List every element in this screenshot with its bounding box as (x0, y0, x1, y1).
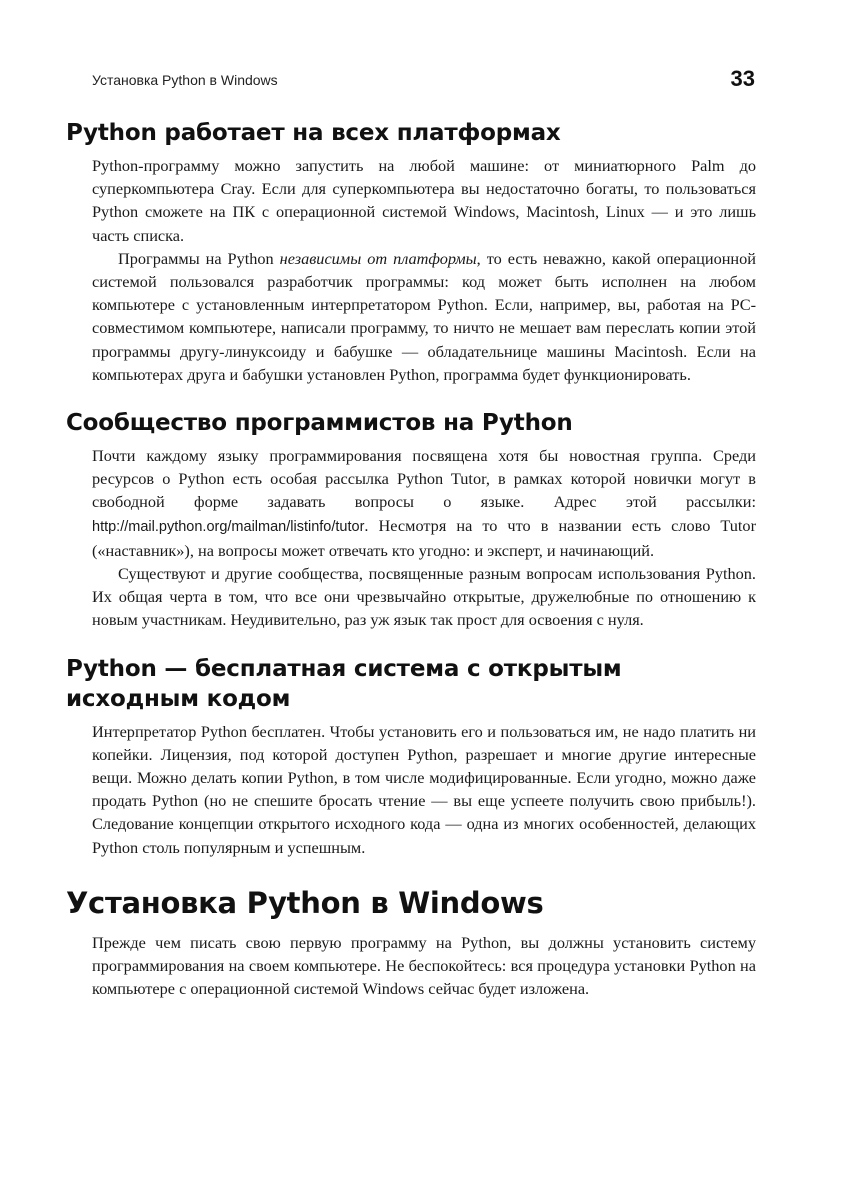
section-heading: Python работает на всех платформах (66, 120, 561, 146)
heading-line: исходным кодом (66, 685, 291, 712)
section-platforms (66, 118, 756, 386)
emphasis-text: независимы от платформы (279, 248, 477, 268)
paragraph (66, 247, 756, 386)
paragraph: Прежде чем писать свою первую программу на Python, вы должны установить систему программирования на своем компьютере. Не беспокойтесь: вся процедура установки Python на компьютере с операционной системой Windows сейчас будет изложена. (92, 932, 756, 999)
tutor-mailing-list-url: http://mail.python.org/mailman/listinfo/tutor (92, 518, 365, 535)
paragraph: Интерпретатор Python бесплатен. Чтобы установить его и пользоваться им, не надо платить ни копейки. Лицензия, под которой доступен Python, разрешает и многие другие интересные вещи. Можно делать копии Python, в том числе модифицированные. Если угодно, можно даже продать Python (но не спешите бросать чтение — вы еще успеете получить свою прибыль!). Следование концепции открытого исходного кода — одна из многих особенностей, делающих Python столь популярным и успешным. (92, 721, 756, 857)
heading-line: Python — бесплатная система с открытым (66, 655, 622, 682)
running-title: Установка Python в Windows (92, 72, 278, 88)
paragraph (66, 444, 756, 562)
section-open-source (66, 654, 756, 859)
text-run: . Несмотря на то что в названии есть слово Tutor («наставник»), на вопросы может отвечать кто угодно: и эксперт, и начинающий. (92, 515, 756, 560)
chapter-heading: Установка Python в Windows (66, 885, 544, 920)
page-content (66, 118, 756, 1022)
section-community (66, 408, 756, 632)
text-run: , то есть неважно, какой операционной системой пользовался разработчик программы: код может быть исполнен на любом компьютере с установленным интерпретатором Python. Если, например, вы, работая на PC-совместимом компьютере, написали программу, то ничто не мешает вам переслать копии этой программы другу-линуксоиду и бабушке — обладательнице машины Macintosh. Если на компьютерах друга и бабушки установлен Python, программа будет функционировать. (92, 248, 756, 384)
paragraph: Существуют и другие сообщества, посвященные разным вопросам использования Python. Их общая черта в том, что все они чрезвычайно открытые, дружелюбные по отношению к новым участникам. Неудивительно, раз уж язык так прост для освоения с нуля. (92, 564, 756, 630)
section-install-windows (66, 885, 756, 1001)
page-number: 33 (730, 66, 755, 91)
section-heading (66, 654, 756, 714)
text-run: Почти каждому языку программирования посвящена хотя бы новостная группа. Среди ресурсов о Python есть особая рассылка Python Tutor, в рамках которой новички могут в свободной форме задавать вопросы о языке. Адрес этой рассылки: (92, 446, 756, 512)
text-run: Программы на Python (118, 248, 280, 268)
paragraph: Python-программу можно запустить на любой машине: от миниатюрного Palm до суперкомпьютера Cray. Если для суперкомпьютера вы недостаточно богаты, то пользоваться Python сможете на ПК с операционной системой Windows, Macintosh, Linux — и это лишь часть списка. (92, 156, 756, 245)
section-heading: Сообщество программистов на Python (66, 410, 573, 437)
